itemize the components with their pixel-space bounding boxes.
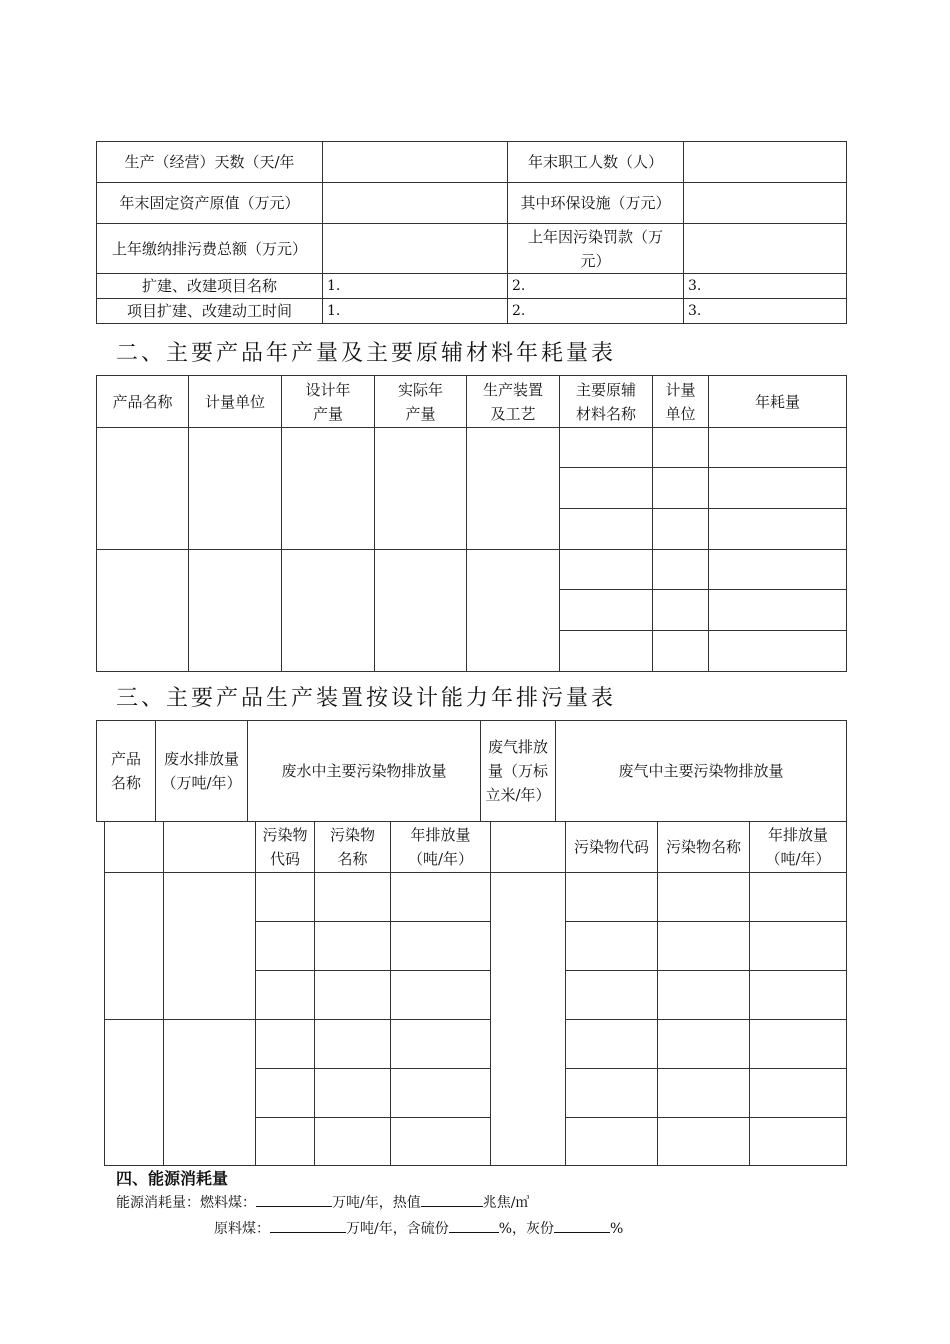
expansion-project-label: 扩建、改建项目名称 — [97, 274, 323, 299]
ww-name-cell[interactable] — [315, 971, 391, 1020]
ex-emission-cell[interactable] — [750, 922, 847, 971]
section2-title: 二、主要产品年产量及主要原辅材料年耗量表 — [116, 341, 617, 366]
header-material-unit: 计量单位 — [653, 376, 709, 428]
product-cell[interactable] — [105, 873, 164, 1020]
ww-name-cell[interactable] — [315, 1118, 391, 1166]
ww-code-cell[interactable] — [256, 1069, 315, 1118]
product-materials-table — [96, 375, 847, 672]
ex-emission-cell[interactable] — [750, 1020, 847, 1069]
fuel-coal-label: 能源消耗量：燃料煤： — [116, 1195, 256, 1211]
raw-coal-label: 原料煤： — [214, 1221, 270, 1237]
ex-code-cell[interactable] — [566, 971, 658, 1020]
expansion-start-label: 项目扩建、改建动工时间 — [97, 299, 323, 324]
ww-name-cell[interactable] — [315, 1020, 391, 1069]
material-unit-cell[interactable] — [653, 550, 709, 590]
ww-emission-cell[interactable] — [391, 971, 491, 1020]
production-device-cell[interactable] — [467, 428, 560, 550]
annual-consumption-cell[interactable] — [709, 590, 847, 631]
ww-name-cell[interactable] — [315, 922, 391, 971]
fuel-coal-amount-field[interactable] — [256, 1190, 332, 1207]
pollution-fine-label: 上年因污染罚款（万元） — [508, 224, 684, 274]
blank-header-cell — [491, 822, 566, 873]
annual-consumption-cell[interactable] — [709, 509, 847, 550]
discharge-fee-label: 上年缴纳排污费总额（万元） — [97, 224, 323, 274]
design-output-cell[interactable] — [282, 428, 375, 550]
header-material-name: 主要原辅材料名称 — [560, 376, 653, 428]
env-facilities-label: 其中环保设施（万元） — [508, 183, 684, 224]
annual-consumption-cell[interactable] — [709, 631, 847, 672]
ww-name-cell[interactable] — [315, 873, 391, 922]
material-unit-cell[interactable] — [653, 509, 709, 550]
header-design-output: 设计年产量 — [282, 376, 375, 428]
material-name-cell[interactable] — [560, 590, 653, 631]
expansion-start-1[interactable]: 1. — [323, 299, 508, 324]
header-annual-consumption: 年耗量 — [709, 376, 847, 428]
ex-code-cell[interactable] — [566, 1118, 658, 1166]
ex-emission-cell[interactable] — [750, 873, 847, 922]
ash-content-field[interactable] — [554, 1216, 610, 1233]
material-unit-cell[interactable] — [653, 428, 709, 468]
header-actual-output: 实际年产量 — [375, 376, 467, 428]
fixed-assets-value[interactable] — [323, 183, 508, 224]
header-wastewater-volume: 废水排放量（万吨/年） — [156, 721, 248, 822]
section3-title: 三、主要产品生产装置按设计能力年排污量表 — [116, 686, 617, 711]
sulfur-content-field[interactable] — [449, 1216, 499, 1233]
energy-line-fuel-coal — [116, 1190, 529, 1212]
product-name-cell[interactable] — [97, 550, 189, 672]
actual-output-cell[interactable] — [375, 550, 467, 672]
header-exhaust-volume: 废气排放量（万标立米/年） — [481, 721, 556, 822]
expansion-project-3[interactable]: 3. — [684, 274, 847, 299]
ww-emission-cell[interactable] — [391, 922, 491, 971]
material-name-cell[interactable] — [560, 468, 653, 509]
blank-header-cell — [164, 822, 256, 873]
material-unit-cell[interactable] — [653, 468, 709, 509]
env-facilities-value[interactable] — [684, 183, 847, 224]
exhaust-volume-cell[interactable] — [491, 873, 566, 1166]
expansion-start-2[interactable]: 2. — [508, 299, 684, 324]
ww-emission-cell[interactable] — [391, 1118, 491, 1166]
actual-output-cell[interactable] — [375, 428, 467, 550]
design-output-cell[interactable] — [282, 550, 375, 672]
material-unit-cell[interactable] — [653, 590, 709, 631]
ww-code-cell[interactable] — [256, 1020, 315, 1069]
header-product-name: 产品名称 — [97, 376, 189, 428]
header-ex-pollutant-name: 污染物名称 — [658, 822, 750, 873]
raw-coal-amount-field[interactable] — [270, 1216, 346, 1233]
header-production-device: 生产装置及工艺 — [467, 376, 560, 428]
ex-code-cell[interactable] — [566, 922, 658, 971]
production-days-value[interactable] — [323, 142, 508, 183]
expansion-start-3[interactable]: 3. — [684, 299, 847, 324]
emission-table — [104, 821, 847, 1166]
pollution-fine-value[interactable] — [684, 224, 847, 274]
fuel-coal-unit: 万吨/年，热值 — [332, 1195, 421, 1211]
header-ex-pollutant-code: 污染物代码 — [566, 822, 658, 873]
ex-name-cell[interactable] — [658, 1118, 750, 1166]
header-ww-pollutant-name: 污染物名称 — [315, 822, 391, 873]
emission-header-table — [96, 720, 847, 822]
ex-emission-cell[interactable] — [750, 1069, 847, 1118]
blank-header-cell — [105, 822, 164, 873]
production-device-cell[interactable] — [467, 550, 560, 672]
annual-consumption-cell[interactable] — [709, 550, 847, 590]
material-name-cell[interactable] — [560, 509, 653, 550]
ex-emission-cell[interactable] — [750, 1118, 847, 1166]
material-name-cell[interactable] — [560, 550, 653, 590]
ex-emission-cell[interactable] — [750, 971, 847, 1020]
header-ww-pollutant-code: 污染物代码 — [256, 822, 315, 873]
ww-code-cell[interactable] — [256, 922, 315, 971]
expansion-project-2[interactable]: 2. — [508, 274, 684, 299]
material-name-cell[interactable] — [560, 631, 653, 672]
ex-code-cell[interactable] — [566, 1020, 658, 1069]
ex-name-cell[interactable] — [658, 873, 750, 922]
wastewater-volume-cell[interactable] — [164, 873, 256, 1020]
product-name-cell[interactable] — [97, 428, 189, 550]
discharge-fee-value[interactable] — [323, 224, 508, 274]
heat-value-field[interactable] — [421, 1190, 483, 1207]
fixed-assets-label: 年末固定资产原值（万元） — [97, 183, 323, 224]
annual-consumption-cell[interactable] — [709, 428, 847, 468]
ex-name-cell[interactable] — [658, 971, 750, 1020]
annual-consumption-cell[interactable] — [709, 468, 847, 509]
header-unit: 计量单位 — [189, 376, 282, 428]
material-name-cell[interactable] — [560, 428, 653, 468]
employee-count-label: 年末职工人数（人） — [508, 142, 684, 183]
ex-name-cell[interactable] — [658, 1020, 750, 1069]
ex-name-cell[interactable] — [658, 1069, 750, 1118]
header-exhaust-pollutants: 废气中主要污染物排放量 — [556, 721, 847, 822]
section4-title: 四、能源消耗量 — [116, 1169, 229, 1188]
employee-count-value[interactable] — [684, 142, 847, 183]
ww-emission-cell[interactable] — [391, 1020, 491, 1069]
header-product-name: 产品名称 — [97, 721, 156, 822]
ww-name-cell[interactable] — [315, 1069, 391, 1118]
header-ex-annual-emission: 年排放量（吨/年） — [750, 822, 847, 873]
unit-cell[interactable] — [189, 550, 282, 672]
product-cell[interactable] — [105, 1020, 164, 1166]
sulfur-unit: %，灰份 — [498, 1221, 555, 1237]
header-wastewater-pollutants: 废水中主要污染物排放量 — [248, 721, 481, 822]
ww-code-cell[interactable] — [256, 1118, 315, 1166]
ash-unit: % — [610, 1221, 624, 1237]
raw-coal-unit: 万吨/年，含硫份 — [346, 1221, 449, 1237]
header-ww-annual-emission: 年排放量（吨/年） — [391, 822, 491, 873]
energy-line-raw-coal — [214, 1216, 623, 1238]
expansion-project-1[interactable]: 1. — [323, 274, 508, 299]
production-days-label: 生产（经营）天数（天/年 — [97, 142, 323, 183]
ex-code-cell[interactable] — [566, 1069, 658, 1118]
ex-name-cell[interactable] — [658, 922, 750, 971]
ww-code-cell[interactable] — [256, 971, 315, 1020]
ww-emission-cell[interactable] — [391, 873, 491, 922]
ww-code-cell[interactable] — [256, 873, 315, 922]
wastewater-volume-cell[interactable] — [164, 1020, 256, 1166]
heat-value-unit: 兆焦/㎥ — [482, 1195, 530, 1211]
basic-info-table — [96, 141, 847, 324]
ex-code-cell[interactable] — [566, 873, 658, 922]
unit-cell[interactable] — [189, 428, 282, 550]
material-unit-cell[interactable] — [653, 631, 709, 672]
ww-emission-cell[interactable] — [391, 1069, 491, 1118]
